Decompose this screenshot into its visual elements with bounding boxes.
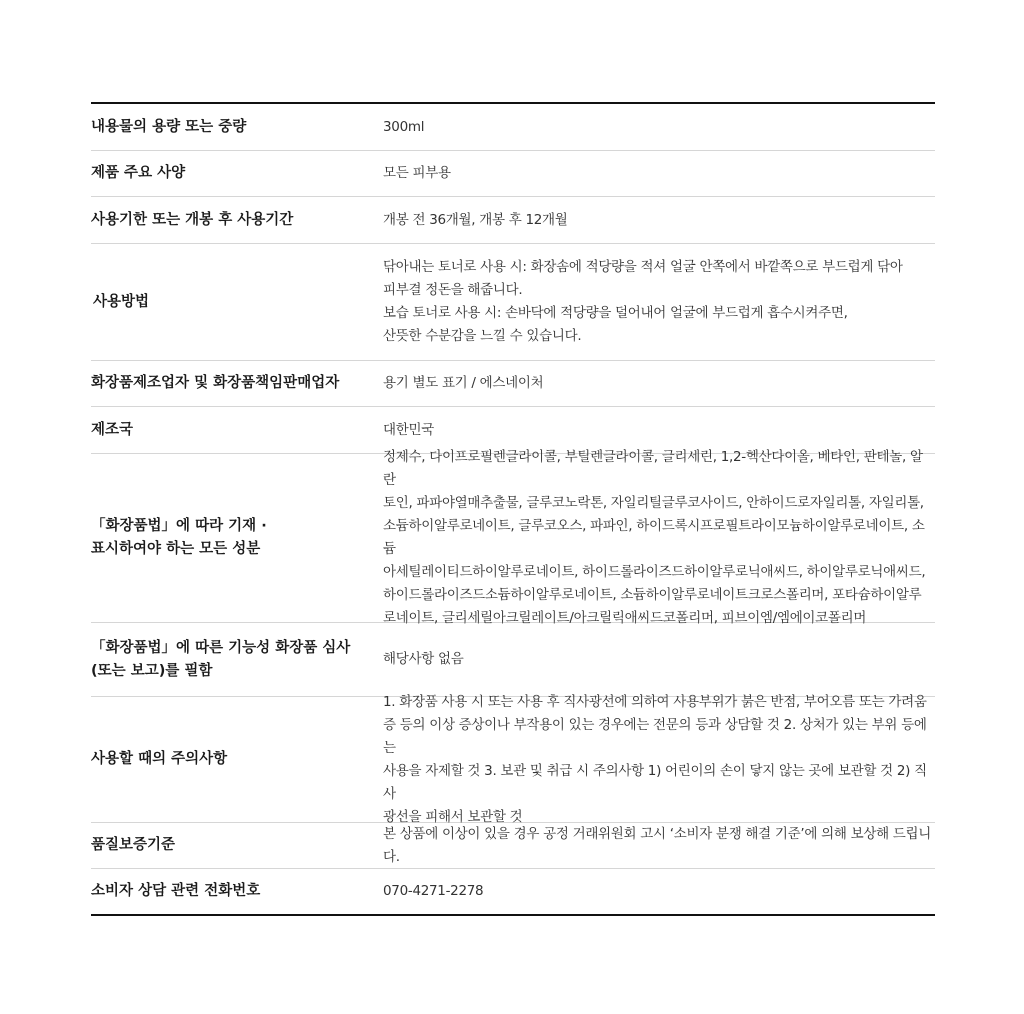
table-row (91, 197, 935, 244)
table-row (91, 104, 935, 151)
table-row (91, 361, 935, 407)
table-row (91, 244, 935, 361)
row-label: 사용기한 또는 개봉 후 사용기간 (91, 211, 294, 228)
row-value: 본 상품에 이상이 있을 경우 공정 거래위원회 고시 ‘소비자 분쟁 해결 기준’에 의해 보상해 드립니다. (383, 825, 932, 865)
table-row (91, 823, 935, 869)
row-value: 대한민국 (383, 421, 434, 438)
table-row (91, 869, 935, 914)
row-label: 제품 주요 사양 (91, 165, 186, 181)
row-value: 정제수, 다이프로필렌글라이콜, 부틸렌글라이콜, 글리세린, 1,2-헥산다이올, 베타인, 판테놀, 알란 토인, 파파야열매추출물, 글루코노락톤, 자일리틸글루코사이드, 안하이드로자일리톨, 자일리톨, 소듐하이알루로네이트, 글루코오스, 파파인, 하이드록시프로필트라이모늄하이알루로네이트, 소듐 아세틸레이티드하이알루로네이트, 하이드롤라이즈드하이알루로닉애씨드, 하이알루로닉애씨드, 하이드롤라이즈드소듐하이알루로네이트, 소듐하이알루로네이트크로스폴리머, 포타슘하이알루 로네이트, 글리세릴아크릴레이트/아크릴릭애씨드코폴리머, 피브이엠/엠에이코폴리머 (383, 449, 926, 626)
row-value: 닦아내는 토너로 사용 시: 화장솜에 적당량을 적셔 얼굴 안쪽에서 바깥쪽으로 부드럽게 닦아 피부결 정돈을 해줍니다. 보습 토너로 사용 시: 손바닥에 적당량을 덜어내어 얼굴에 부드럽게 흡수시켜주면, 산뜻한 수분감을 느낄 수 있습니다. (383, 259, 903, 344)
row-label: 사용할 때의 주의사항 (91, 751, 228, 767)
table-row (91, 693, 935, 825)
row-value: 개봉 전 36개월, 개봉 후 12개월 (383, 211, 568, 228)
table-row (91, 623, 935, 697)
row-value: 용기 별도 표기 / 에스네이처 (383, 375, 544, 391)
row-value: 070-4271-2278 (383, 883, 484, 899)
row-label: 품질보증기준 (91, 837, 176, 853)
row-value: 300ml (383, 118, 425, 135)
row-label: 제조국 (91, 421, 134, 438)
row-label: 「화장품법」에 따라 기재 · 표시하여야 하는 모든 성분 (91, 518, 267, 557)
row-label: 「화장품법」에 따른 기능성 화장품 심사 (또는 보고)를 필함 (91, 639, 351, 679)
row-value: 모든 피부용 (383, 165, 451, 181)
product-info-table (91, 102, 935, 916)
table-row (91, 151, 935, 197)
row-label: 소비자 상담 관련 전화번호 (91, 883, 261, 899)
row-label: 사용방법 (93, 293, 150, 310)
row-label: 내용물의 용량 또는 중량 (91, 118, 247, 135)
table-row (91, 449, 935, 626)
row-label: 화장품제조업자 및 화장품책임판매업자 (91, 375, 340, 391)
row-value: 해당사항 없음 (383, 651, 464, 667)
row-value: 1. 화장품 사용 시 또는 사용 후 직사광선에 의하여 사용부위가 붉은 반점, 부어오름 또는 가려움 증 등의 이상 증상이나 부작용이 있는 경우에는 전문의 등과 상담할 것 2. 상처가 있는 부위 등에는 사용을 자제할 것 3. 보관 및 취급 시 주의사항 1) 어린이의 손이 닿지 않는 곳에 보관할 것 2) 직사 광선을 피해서 보관할 것 (383, 693, 927, 825)
